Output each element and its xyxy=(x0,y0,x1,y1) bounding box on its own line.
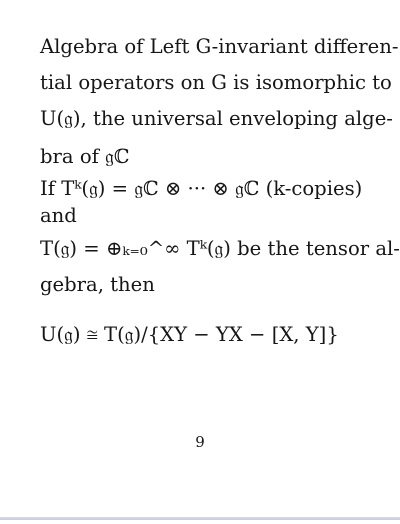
text-line-5: If Tᵏ(𝔤) = 𝔤ℂ ⊗ ··· ⊗ 𝔤ℂ (k-copies) xyxy=(40,177,363,200)
text-line-2: tial operators on G is isomorphic to xyxy=(40,71,392,94)
page-number: 9 xyxy=(195,433,205,451)
quotient-formula: U(𝔤) ≅ T(𝔤)/{XY − YX − [X, Y]} xyxy=(40,323,339,346)
text-line-3: U(𝔤), the universal enveloping alge- xyxy=(40,107,393,130)
bottom-rule xyxy=(0,517,400,520)
text-line-6: and xyxy=(40,204,77,227)
text-line-7: T(𝔤) = ⊕ₖ₌₀^∞ Tᵏ(𝔤) be the tensor al- xyxy=(40,237,400,260)
text-line-4: bra of 𝔤ℂ xyxy=(40,145,130,168)
text-line-8: gebra, then xyxy=(40,273,155,296)
text-line-1: Algebra of Left G-invariant differen- xyxy=(40,35,399,58)
